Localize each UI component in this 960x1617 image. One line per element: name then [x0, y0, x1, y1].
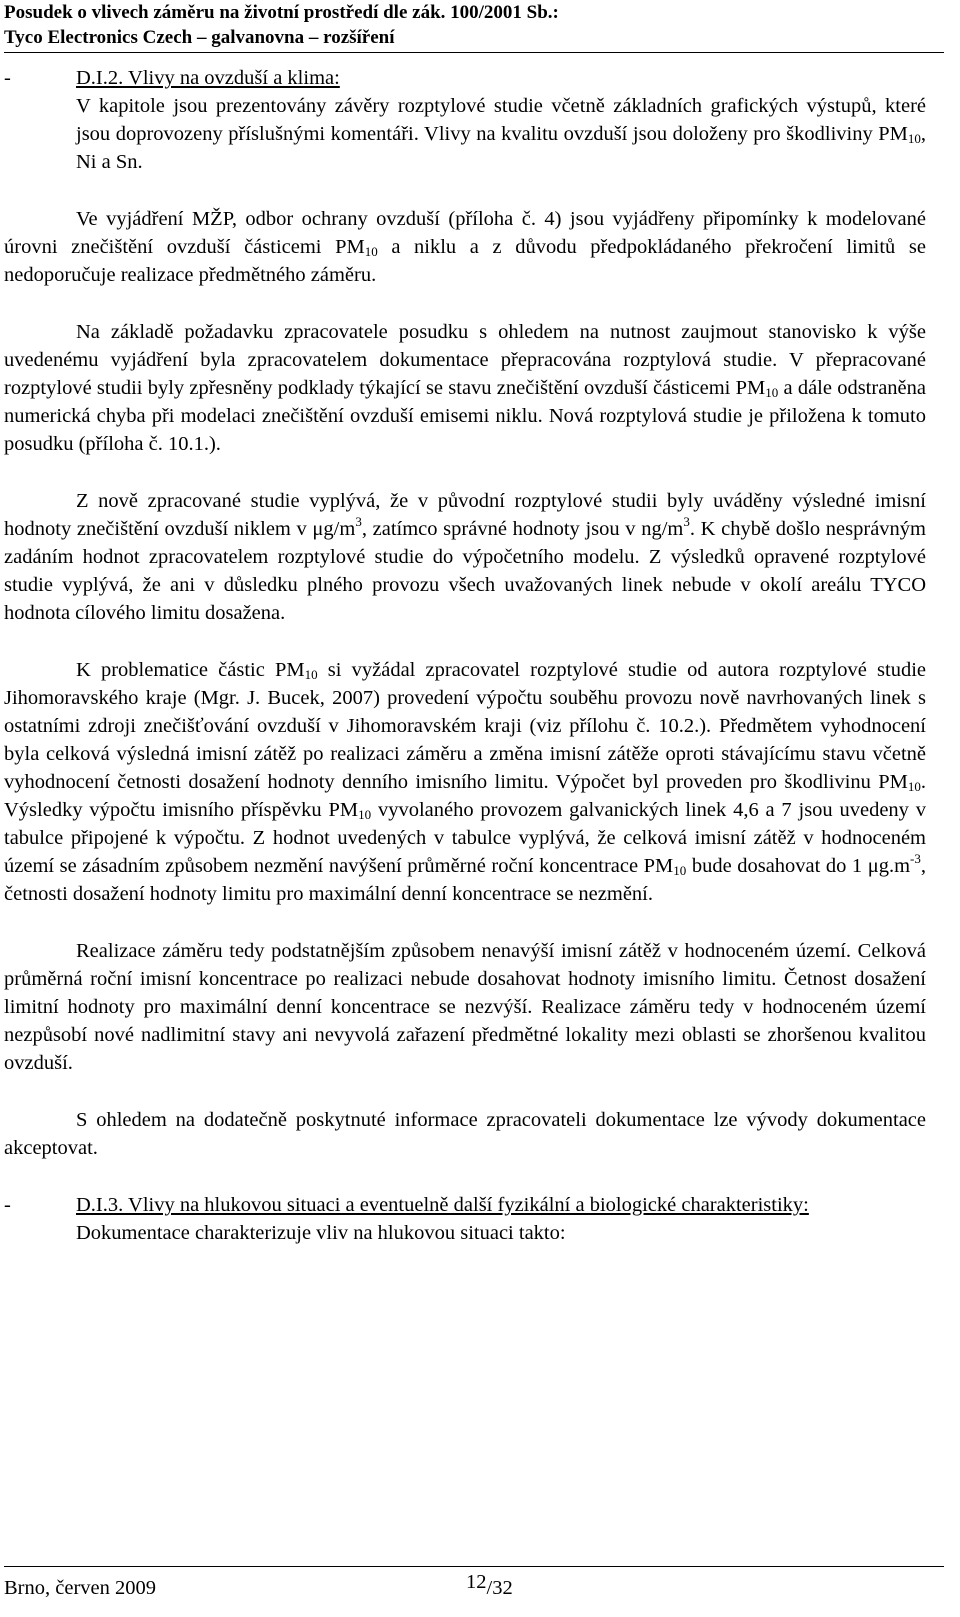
section-text: Dokumentace charakterizuje vliv na hlukovou situaci takto: [76, 1222, 566, 1244]
header-subtitle: Tyco Electronics Czech – galvanovna – rozšíření [4, 27, 395, 48]
paragraph-conclusion: Realizace záměru tedy podstatnějším způsobem nenavýší imisní zátěž v hodnoceném území. Celková průměrná roční imisní koncentrace po realizaci nebude dosahovat hodnoty imisního limitu. Četnost dosažení limitní hodnoty pro maximální denní koncentrace se nezvýší. Realizace záměru tedy v hodnoceném území nezpůsobí nové nadlimitní stavy ani nevyvolá zařazení předmětné lokality mezi oblasti se zhoršenou kvalitou ovzduší. [4, 940, 926, 1074]
paragraph-revised-study: Na základě požadavku zpracovatele posudku s ohledem na nutnost zaujmout stanovisko k výše uvedenému vyjádření byla zpracovatelem dokumentace přepracována rozptylová studie. V přepracované rozptylové studii byly zpřesněny podklady týkající se stavu znečištění ovzduší částicemi $PM_{10}$ a dále odstraněna numerická chyba při modelaci znečištění ovzduší emisemi niklu. Nová rozptylová studie je přiložena k tomuto posudku (příloha č. 10.1.). [4, 321, 926, 455]
page-number: 12/32 [466, 1571, 513, 1599]
section-air-climate [4, 64, 926, 176]
list-dash: - [4, 1194, 11, 1216]
header-title: Posudek o vlivech záměru na životní prostředí dle zák. 100/2001 Sb.: [4, 2, 559, 23]
paragraph-study-results: Z nově zpracované studie vyplývá, že v původní rozptylové studii byly uváděny výsledné imisní hodnoty znečištění ovzduší niklem v $\mu g/m^3$, zatímco správné hodnoty jsou v $ng/m^3$. K chybě došlo nesprávným zadáním hodnot zpracovatelem rozptylové studie do výpočetního modelu. Z výsledků opravené rozptylové studie vyplývá, že ani v důsledku plného provozu všech uvažovaných linek nebude v okolí areálu TYCO hodnota cílového limitu dosažena. [4, 490, 927, 624]
page-header [4, 0, 944, 53]
section-heading: D.I.2. Vlivy na ovzduší a klima: [76, 67, 340, 89]
section-noise [4, 1191, 926, 1247]
paragraph-pm10-problem: K problematice částic $PM_{10}$ si vyžádal zpracovatel rozptylové studie od autora rozptylové studie Jihomoravského kraje (Mgr. J. Bucek, 2007) provedení výpočtu souběhu provozu nově navrhovaných linek s ostatními zdroji znečišťování ovzduší v Jihomoravském kraji (viz přílohu č. 10.2.). Předmětem vyhodnocení byla celková výsledná imisní zátěž po realizaci záměru a změna imisní zátěže oproti stávajícímu stavu včetně vyhodnocení četnosti dosažení hodnoty denního imisního limitu. Výpočet byl proveden pro škodlivinu $PM_{10}$. Výsledky výpočtu imisního příspěvku $PM_{10}$ vyvolaného provozem galvanických linek 4,6 a 7 jsou uvedeny v tabulce připojené k výpočtu. Z hodnot uvedených v tabulce vyplývá, že celková imisní zátěž v hodnoceném území se zásadním způsobem nezmění navýšení průměrné roční koncentrace $PM_{10}$ bude dosahovat do 1 $\mu g.m^{-3}$, četnosti dosažení hodnoty limitu pro maximální denní koncentrace se nezmění. [4, 659, 927, 905]
page-footer [4, 1566, 944, 1607]
section-intro: V kapitole jsou prezentovány závěry rozptylové studie včetně základních grafických výstupů, které jsou doprovozeny příslušnými komentáři. Vlivy na kvalitu ovzduší jsou doloženy pro škodliviny $PM_{10}$, Ni a Sn. [76, 95, 926, 173]
list-dash: - [4, 67, 11, 89]
paragraph-mzp-statement: Ve vyjádření MŽP, odbor ochrany ovzduší (příloha č. 4) jsou vyjádřeny připomínky k modelované úrovni znečištění ovzduší částicemi $PM_{10}$ a niklu a z důvodu předpokládaného překročení limitů se nedoporučuje realizace předmětného záměru. [4, 208, 926, 286]
paragraph-acceptance: S ohledem na dodatečně poskytnuté informace zpracovateli dokumentace lze vývody dokumentace akceptovat. [4, 1109, 926, 1159]
footer-place-date: Brno, červen 2009 [4, 1577, 156, 1599]
document-body [4, 64, 926, 1247]
section-heading: D.I.3. Vlivy na hlukovou situaci a eventuelně další fyzikální a biologické charakteristiky: [76, 1194, 809, 1216]
